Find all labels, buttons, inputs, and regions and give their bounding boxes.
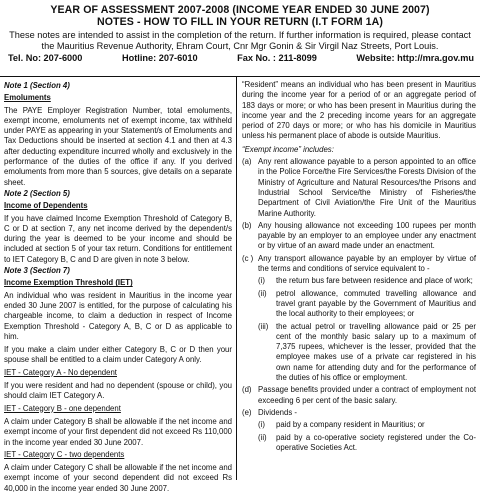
left-column	[4, 80, 232, 494]
item-text: Any rent allowance payable to a person appointed to an office in the Police Force/the Fire Services/the Forests Division of the Ministry of Agriculture and Natural Resources/the Prisons and Industrial School Service/the Ministry of Fisheries/the Department of Civil Aviation/the Fire Unit of the Mauritius Marine Authority.	[258, 157, 476, 218]
sub-list-item	[242, 420, 476, 430]
category-b-heading: IET - Category B - one dependent	[4, 403, 121, 413]
iet-heading: Income Exemption Threshold (IET)	[4, 278, 133, 288]
right-column	[242, 80, 476, 453]
title-line-1: YEAR OF ASSESSMENT 2007-2008 (INCOME YEAR ENDED 30 JUNE 2007)	[50, 4, 430, 16]
iet-text-2: If you make a claim under either Category B, C or D then your spouse shall be entitled to a claim under Category A only.	[4, 345, 232, 365]
list-item	[242, 385, 476, 406]
exempt-income-intro: “Exempt income” includes:	[242, 144, 334, 154]
fax-number: Fax No. : 211-8099	[237, 53, 317, 63]
column-divider	[236, 77, 237, 480]
item-marker: (iii)	[258, 321, 269, 331]
emoluments-text: The PAYE Employer Registration Number, total emoluments, exempt income, emoluments net of exempt income, tax withheld under PAYE as appearing in your Statement/s of Emoluments and Tax Deductions should be inserted at section 4.1 and then at 4.3 after deducting expenditure incurred wholly and exclusively in the performance of the duties of the office if any. If you derived emoluments from more than 5 sources, give details on a separate sheet.	[4, 105, 232, 187]
dependents-heading: Income of Dependents	[4, 201, 88, 211]
sub-list-item	[242, 322, 476, 384]
item-marker: (a)	[242, 157, 252, 167]
list-item	[242, 221, 476, 252]
item-text: the return bus fare between residence and place of work;	[276, 276, 473, 286]
item-text: the actual petrol or travelling allowance paid or 25 per cent of the monthly basic salary up to a maximum of 7,375 rupees, whichever is the lesser, provided that the employee makes use of a private car registered in his own name for attending duty and for the performance of the duties of his office or employment.	[276, 321, 476, 383]
item-text: Passage benefits provided under a contract of employment not exceeding 6 per cent of the basic salary.	[258, 385, 476, 405]
intro-text: These notes are intended to assist in the completion of the return. If further information is required, please contact the Mauritius Revenue Authority, Ehram Court, Cnr Mgr Gonin & Sir Virgil Naz Streets, Port Louis.	[9, 30, 471, 51]
item-marker: (e)	[242, 407, 252, 417]
hotline-number: Hotline: 207-6010	[121, 53, 198, 63]
telephone-number: Tel. No: 207-6000	[8, 53, 83, 63]
note-3-label: Note 3 (Section 7)	[4, 266, 70, 276]
item-text: Dividends -	[258, 407, 297, 417]
category-c-heading: IET - Category C - two dependents	[4, 449, 125, 459]
item-marker: (i)	[258, 276, 265, 286]
dependents-text: If you have claimed Income Exemption Threshold of Category B, C or D at section 7, any net income derived by the dependent/s during the year is deemed to be your income and should be included at section 5 of your tax return. Conditions for entitlement to IET Category B, C and D are given in note 3 below.	[4, 213, 232, 264]
item-text: Any transport allowance payable by an employer by virtue of the terms and conditions of service equivalent to -	[258, 253, 476, 274]
note-2-label: Note 2 (Section 5)	[4, 188, 70, 198]
note-1-label: Note 1 (Section 4)	[4, 81, 70, 90]
list-item	[242, 408, 476, 418]
item-marker: (ii)	[258, 288, 267, 298]
item-marker: (d)	[242, 385, 252, 395]
sub-list-item	[242, 289, 476, 320]
list-item	[242, 157, 476, 219]
page-header	[0, 0, 480, 64]
list-item	[242, 254, 476, 275]
header-divider	[0, 76, 480, 77]
category-a-heading: IET - Category A - No dependent	[4, 367, 117, 377]
category-b-text: A claim under Category B shall be allowable if the net income and exempt income of your first dependent did not exceed Rs 110,000 in the income year ended 30 June 2007.	[4, 416, 232, 447]
resident-definition: “Resident” means an individual who has been present in Mauritius during the income year for a period of or an aggregate period of 183 days or more; or who has been present in Mauritius during the income year and the 2 preceding income years for an aggregate period of 270 days or more; or who has his domicile in Mauritius unless his permanent place of abode is outside Mauritius.	[242, 80, 476, 141]
item-marker: (ii)	[258, 432, 267, 442]
item-text: paid by a co-operative society registered under the Co-operative Societies Act.	[276, 432, 476, 452]
item-marker: (b)	[242, 220, 252, 230]
title-line-2: NOTES - HOW TO FILL IN YOUR RETURN (I.T FORM 1A)	[96, 16, 384, 28]
website: Website: http://mra.gov.mu	[356, 53, 474, 63]
contact-line	[8, 53, 474, 64]
item-text: paid by a company resident in Mauritius; or	[276, 420, 425, 430]
item-marker: (i)	[258, 420, 265, 430]
category-c-text: A claim under Category C shall be allowable if the net income and exempt income of your second dependent did not exceed Rs 40,000 in the income year ended 30 June 2007.	[4, 463, 232, 493]
iet-text-1: An individual who was resident in Mauritius in the income year ended 30 June 2007 is entitled, for the purpose of calculating his chargeable income, to claim a deduction in respect of Income Exemption Threshold - Category A, B, C or D as applicable to him.	[4, 290, 232, 341]
item-text: petrol allowance, commuted travelling allowance and travel grant payable by the Government of Mauritius and the local authority to their employees; or	[276, 288, 476, 319]
category-a-text: If you were resident and had no dependent (spouse or child), you should claim IET Category A.	[4, 381, 232, 401]
emoluments-heading: Emoluments	[4, 93, 51, 103]
sub-list-item	[242, 276, 476, 286]
sub-list-item	[242, 433, 476, 454]
item-marker: (c )	[242, 253, 254, 263]
item-text: Any housing allowance not exceeding 100 rupees per month payable by an employer to an employee under any enactment or by virtue of an award made under an enactment.	[258, 220, 476, 251]
